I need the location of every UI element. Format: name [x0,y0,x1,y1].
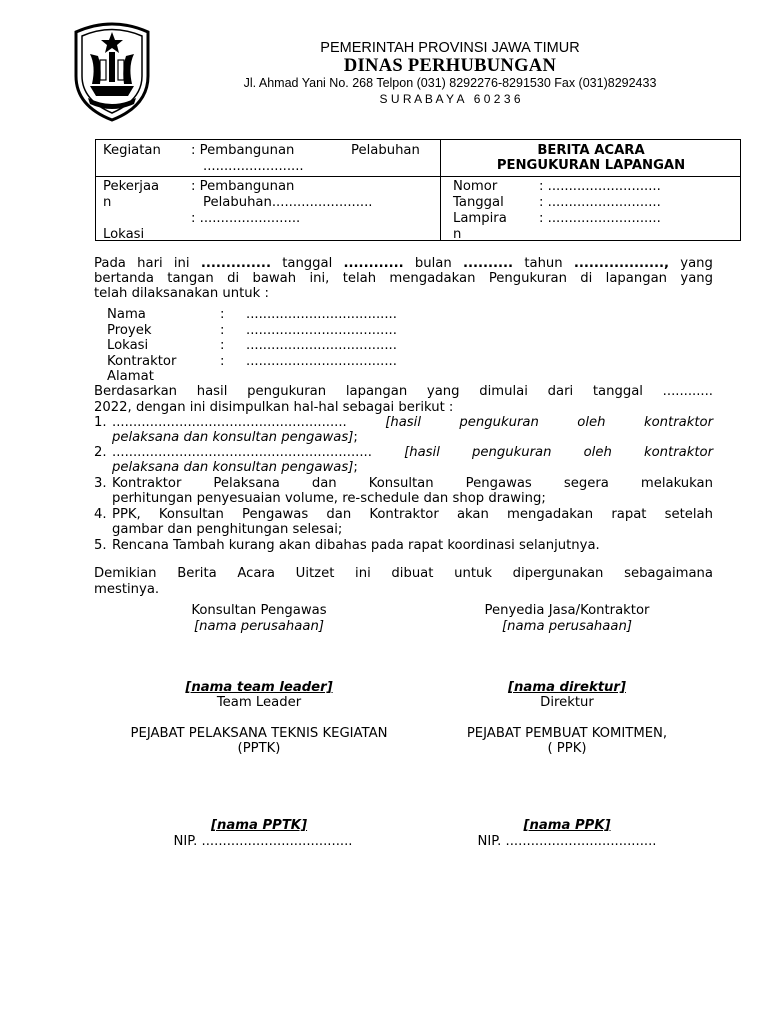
item-5-line-1: Rencana Tambah kurang akan dibahas pada rapat koordinasi selanjutnya. [112,538,600,553]
item-note: [hasil pengukuran oleh kontraktor [385,415,713,430]
lampiran-label: Lampira [453,211,507,226]
item-punct: ; [353,430,358,445]
info-box-row-divider [95,176,741,177]
header-city: S U R A B A Y A 6 0 2 3 6 [379,92,521,106]
pekerjaan-label: Pekerjaa [103,179,160,194]
kegiatan-value: : Pembangunan [191,143,295,158]
field-colon: : [220,353,225,369]
lampiran-value: : ........................... [539,211,661,226]
conclusion-line-1: Berdasarkan hasil pengukuran lapangan yang dimulai dari tanggal ............ [94,384,713,399]
field-colon: : [220,307,225,322]
field-label: Proyek [107,322,152,338]
item-blank: .............................................................. [112,445,372,460]
intro-text: tanggal [282,256,333,271]
item-1-number: 1. [94,415,107,430]
coat-of-arms-logo [70,18,154,122]
pptk-name: [nama PPTK] [210,818,308,833]
field-list [107,307,397,385]
ppk-nip: NIP. .................................... [477,834,657,849]
item-3-number: 3. [94,476,107,491]
intro-line-3: telah dilaksanakan untuk : [94,286,269,301]
field-value: .................................... [246,338,397,353]
field-label: Nama [107,307,146,322]
sig-right-org: Penyedia Jasa/Kontraktor [484,603,650,618]
intro-blank: .................., [573,256,670,271]
item-note: [hasil pengukuran oleh kontraktor [404,445,713,460]
item-3-line-2: perhitungan penyesuaian volume, re-schedule dan shop drawing; [112,491,546,506]
header-government: PEMERINTAH PROVINSI JAWA TIMUR [320,40,580,56]
item-punct: ; [353,460,358,475]
item-note: pelaksana dan konsultan pengawas] [112,460,354,475]
pptk-nip: NIP. .................................... [173,834,353,849]
kegiatan-value-2: Pelabuhan [351,143,420,158]
item-4-number: 4. [94,507,107,522]
field-row [107,338,397,354]
intro-blank: .......... [462,256,514,271]
closing-line-2: mestinya. [94,582,160,597]
field-value: .................................... [246,353,397,369]
pptk-title: PEJABAT PELAKSANA TEKNIS KEGIATAN [130,726,388,741]
intro-blank: ............ [343,256,404,271]
field-value: .................................... [246,322,397,338]
item-5-number: 5. [94,538,107,553]
intro-text: bulan [414,256,452,271]
header-agency: DINAS PERHUBUNGAN [343,56,557,76]
nomor-value: : ........................... [539,179,661,194]
pptk-title-2: (PPTK) [237,741,281,756]
item-1-line-2 [112,430,358,446]
item-note: pelaksana dan konsultan pengawas] [112,430,354,445]
ppk-title-2: ( PPK) [547,741,587,756]
document-title: BERITA ACARA [537,143,645,158]
item-blank: ........................................................ [112,415,347,430]
item-3-line-1: Kontraktor Pelaksana dan Konsultan Pengawas segera melakukan [112,476,713,491]
field-colon: : [220,338,225,353]
sig-left-name: [nama team leader] [185,680,333,695]
nomor-label: Nomor [453,179,498,194]
intro-blank: .............. [200,256,271,271]
sig-left-role: Team Leader [216,695,302,710]
item-4-line-1: PPK, Konsultan Pengawas dan Kontraktor akan mengadakan rapat setelah [112,507,713,522]
lokasi-label: Lokasi [103,227,145,242]
ppk-title: PEJABAT PEMBUAT KOMITMEN, [466,726,668,741]
pekerjaan-label-2: n [103,195,112,210]
document-title-2: PENGUKURAN LAPANGAN [496,158,686,173]
kegiatan-value-3: ........................ [203,159,304,174]
sig-right-company: [nama perusahaan] [502,619,632,634]
intro-line-2: bertanda tangan di bawah ini, telah mengadakan Pengukuran di lapangan yang [94,271,713,286]
pekerjaan-value: : Pembangunan [191,179,295,194]
ppk-name: [nama PPK] [523,818,611,833]
lokasi-value: : ........................ [191,211,301,226]
tanggal-label: Tanggal [453,195,504,210]
sig-left-org: Konsultan Pengawas [191,603,327,618]
closing-line-1: Demikian Berita Acara Uitzet ini dibuat untuk dipergunakan sebagaimana [94,566,713,581]
field-label: Lokasi [107,338,149,353]
conclusion-line-2: 2022, dengan ini disimpulkan hal-hal sebagai berikut : [94,400,454,415]
sig-right-role: Direktur [540,695,594,710]
item-2-line-2 [112,460,358,476]
tanggal-value: : ........................... [539,195,661,210]
field-label: Alamat [107,369,154,384]
item-4-line-2: gambar dan penghitungan selesai; [112,522,343,537]
sig-left-company: [nama perusahaan] [194,619,324,634]
field-label: Kontraktor [107,353,177,369]
field-row [107,353,397,370]
sig-right-name: [nama direktur] [508,680,626,695]
intro-line-1 [94,256,713,272]
intro-text: yang [680,256,713,271]
item-2-number: 2. [94,445,107,460]
intro-text: tahun [524,256,563,271]
lampiran-label-2: n [453,227,462,242]
field-value: .................................... [246,307,397,322]
pekerjaan-value-2: Pelabuhan........................ [203,195,373,210]
field-row [107,322,397,339]
intro-text: Pada hari ini [94,256,190,271]
kegiatan-label: Kegiatan [103,143,161,158]
field-colon: : [220,322,225,338]
field-row [107,369,176,385]
item-1-line-1 [112,415,713,431]
field-row [107,307,397,323]
item-2-line-1 [112,445,713,461]
header-address: Jl. Ahmad Yani No. 268 Telpon (031) 8292276-8291530 Fax (031)8292433 [243,76,657,90]
